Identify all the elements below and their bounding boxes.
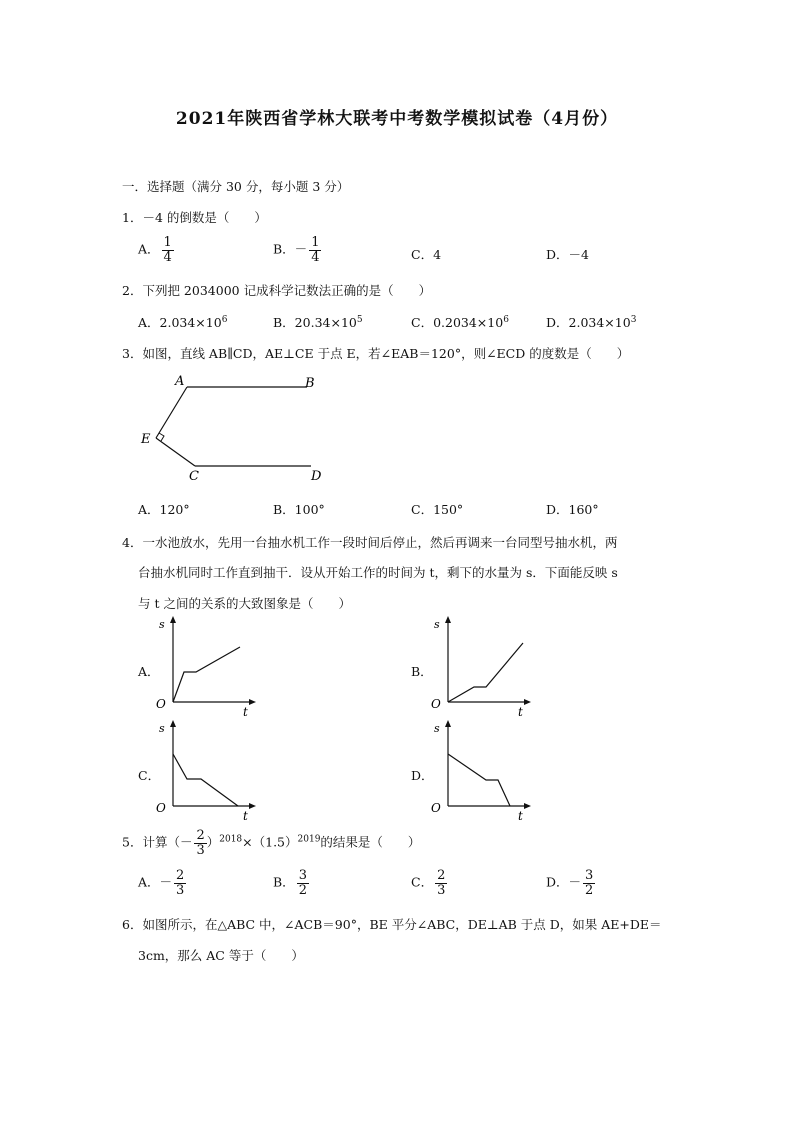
graph-a-origin-label: O <box>156 697 166 711</box>
q5-option-a: A．－ $\frac{2}{3}$ <box>138 868 185 898</box>
q4-option-a-label: A． <box>138 664 160 679</box>
q6-stem-line-2: 3cm，那么 AC 等于（ ） <box>138 948 304 963</box>
q1-stem: 1．－4 的倒数是（ ） <box>122 210 267 225</box>
q5-option-b: B． $\frac{3}{2}$ <box>273 868 307 898</box>
graph-b-s-label: s <box>434 618 440 631</box>
graph-a-t-label: t <box>243 705 248 719</box>
q4-graph-d <box>426 716 536 824</box>
q5-option-d: D．－ $\frac{3}{2}$ <box>546 868 594 898</box>
q4-graph-a <box>150 612 260 720</box>
q6-stem-line-1: 6．如图所示，在△ABC 中，∠ACB＝90°，BE 平分∠ABC，DE⊥AB 于点 D，如果 AE+DE＝ <box>122 917 662 932</box>
q2-stem: 2．下列把 2034000 记成科学记数法正确的是（ ） <box>122 283 432 298</box>
graph-c-s-label: s <box>159 722 165 735</box>
q3-option-c: C．150° <box>411 502 464 517</box>
q4-graph-b <box>426 612 536 720</box>
graph-d-curve <box>448 754 510 806</box>
q5-stem: 5．计算（－ $\frac{2}{3}$ ）$^{2018}\times(1.5)^{2019}$的结果是（ ） <box>122 828 421 858</box>
graph-d-s-label: s <box>434 722 440 735</box>
q4-option-b-label: B． <box>411 664 433 679</box>
graph-c-origin-label: O <box>156 801 166 815</box>
q5-option-c: C． $\frac{2}{3}$ <box>411 868 446 898</box>
label-d: D <box>311 469 322 484</box>
q4-stem-line-2: 台抽水机同时工作直到抽干．设从开始工作的时间为 t，剩下的水量为 s．下面能反映 s <box>138 565 618 580</box>
q3-option-a: A．120° <box>138 502 190 517</box>
q1-option-b: B．－ $\frac{1}{4}$ <box>273 235 320 265</box>
q4-option-c-label: C． <box>138 768 161 783</box>
q3-option-b: B．100° <box>273 502 325 517</box>
page-title: 2021年陕西省学林大联考中考数学模拟试卷（4月份） <box>175 109 619 129</box>
graph-b-curve <box>448 643 523 702</box>
graph-c-curve <box>173 754 238 806</box>
q1-option-a: A． $\frac{1}{4}$ <box>138 235 172 265</box>
graph-b-origin-label: O <box>431 697 441 711</box>
q2-option-a: A．$2.034\times 10^6$ <box>138 314 228 330</box>
q2-option-d: D．$2.034\times 10^3$ <box>546 314 637 330</box>
segment-ec <box>156 438 195 466</box>
q1-option-c: C．4 <box>411 247 442 262</box>
label-a: A <box>175 374 185 389</box>
graph-d-origin-label: O <box>431 801 441 815</box>
q1-option-d: D．－4 <box>546 247 589 262</box>
label-e: E <box>141 432 151 447</box>
q2-option-c: C．$0.2034\times 10^6$ <box>411 314 509 330</box>
q4-graph-c <box>150 716 260 824</box>
right-angle-mark <box>159 433 164 441</box>
graph-a-s-label: s <box>159 618 165 631</box>
q4-stem-line-1: 4．一水池放水，先用一台抽水机工作一段时间后停止，然后再调来一台同型号抽水机，两 <box>122 535 618 550</box>
segment-ae <box>156 387 187 438</box>
label-b: B <box>305 376 315 391</box>
graph-a-curve <box>173 647 240 702</box>
q3-stem: 3．如图，直线 AB∥CD，AE⊥CE 于点 E，若∠EAB＝120°，则∠ECD 的度数是（ ） <box>122 346 630 361</box>
q2-option-b: B．$20.34\times 10^5$ <box>273 314 363 330</box>
q3-option-d: D．160° <box>546 502 599 517</box>
graph-b-t-label: t <box>518 705 523 719</box>
q4-option-d-label: D． <box>411 768 434 783</box>
q4-stem-line-3: 与 t 之间的关系的大致图象是（ ） <box>138 596 351 611</box>
label-c: C <box>189 469 199 484</box>
graph-c-t-label: t <box>243 809 248 823</box>
q3-parallel-lines-figure <box>135 370 335 485</box>
graph-d-t-label: t <box>518 809 523 823</box>
section-heading: 一．选择题（满分 30 分，每小题 3 分） <box>122 179 350 194</box>
